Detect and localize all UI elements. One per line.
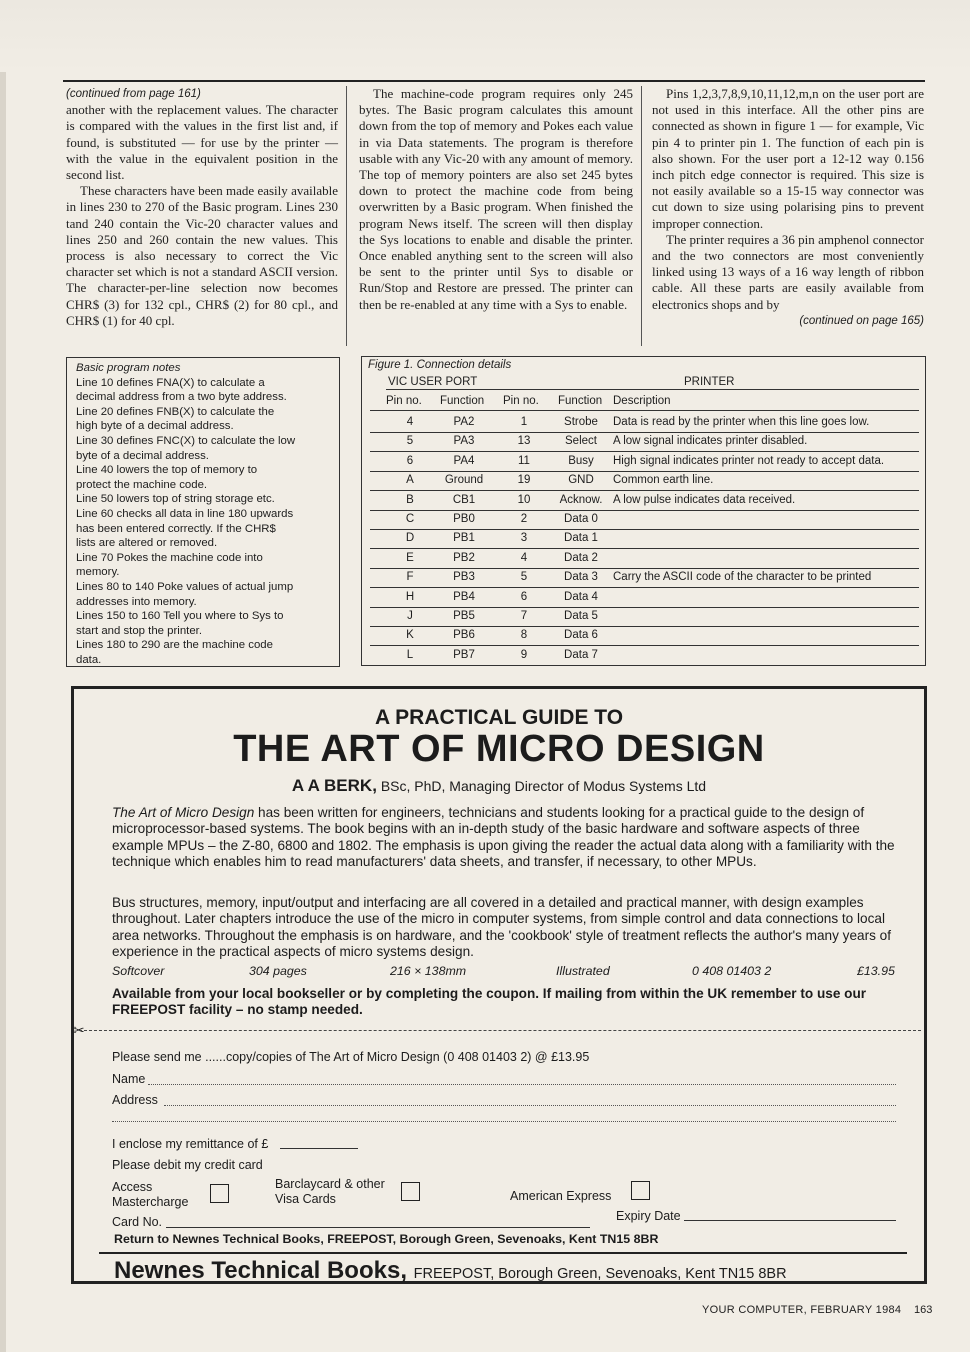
paragraph: another with the replacement values. The character is compared with the values in the first list and, if found, is substituted — for use by the printer — with the value in the equivalent position in the second list.	[66, 102, 338, 183]
header-function: Function	[440, 395, 485, 407]
ad-subtitle: A PRACTICAL GUIDE TO	[374, 706, 624, 729]
cell-func: PB3	[453, 571, 475, 584]
cell-pin: H	[405, 590, 415, 603]
availability-note: Available from your local bookseller or by completing the coupon. If mailing from within the UK remember to use our FREEPOST facility – no stamp needed.	[112, 986, 867, 1018]
access-label-line: Access	[112, 1180, 153, 1194]
cell-desc: A low pulse indicates data received.	[613, 493, 796, 506]
cell-ppin: 2	[520, 513, 528, 525]
notes-line: byte of a decimal address.	[76, 449, 209, 462]
address-label: Address	[112, 1093, 158, 1107]
notes-line: protect the machine code.	[76, 478, 208, 491]
expiry-date-field[interactable]	[684, 1220, 896, 1221]
cell-pfunc: Data 5	[564, 610, 598, 622]
cell-ppin: 5	[520, 571, 528, 584]
table-row	[362, 569, 927, 588]
cell-pin: B	[406, 493, 414, 506]
cell-pin: 5	[406, 435, 414, 448]
cell-pin: E	[406, 551, 414, 564]
cell-func: PB6	[453, 629, 475, 642]
column-divider	[641, 86, 642, 346]
table-row	[362, 589, 927, 608]
debit-label: Please debit my credit card	[112, 1158, 263, 1172]
article-column-3	[652, 86, 924, 329]
address-field-line-1[interactable]	[164, 1105, 896, 1106]
cell-func: PB0	[453, 513, 475, 525]
spec-isbn: 0 408 01403 2	[692, 964, 772, 978]
notes-line: has been entered correctly. If the CHR$	[76, 522, 276, 535]
table-row	[362, 414, 927, 433]
notes-line: start and stop the printer.	[76, 624, 203, 637]
cell-pin: C	[405, 513, 415, 525]
spec-price: £13.95	[857, 964, 895, 978]
ad-headline: THE ART OF MICRO DESIGN	[233, 728, 765, 770]
table-row	[362, 627, 927, 646]
cell-pfunc: Select	[565, 435, 597, 448]
continued-on-note: (continued on page 165)	[799, 314, 924, 327]
cell-pin: F	[406, 571, 414, 584]
expiry-date-label: Expiry Date	[616, 1209, 681, 1223]
barclaycard-label	[275, 1177, 385, 1207]
header-printer-pin-no: Pin no.	[503, 395, 539, 407]
table-row	[362, 453, 927, 472]
page-edge	[0, 0, 6, 1352]
table-row	[362, 433, 927, 452]
coupon-divider	[99, 1252, 907, 1254]
publisher-name: Newnes Technical Books,	[114, 1257, 407, 1284]
barclaycard-checkbox[interactable]	[401, 1182, 420, 1201]
notes-line: Line 30 defines FNC(X) to calculate the low	[76, 434, 296, 447]
cell-func: PA3	[453, 435, 475, 448]
notes-line: Lines 150 to 160 Tell you where to Sys to	[76, 610, 284, 623]
spec-illustrated: Illustrated	[556, 964, 610, 978]
cell-ppin: 9	[520, 648, 528, 661]
table-rule	[370, 410, 919, 411]
access-label	[112, 1180, 188, 1210]
spec-pages: 304 pages	[249, 964, 307, 978]
cell-ppin: 4	[520, 551, 528, 564]
printer-heading: PRINTER	[684, 376, 735, 388]
table-row	[362, 511, 927, 530]
notes-line: high byte of a decimal address.	[76, 420, 234, 433]
cell-desc: High signal indicates printer not ready to accept data.	[613, 454, 885, 467]
table-row	[362, 550, 927, 569]
cell-ppin: 8	[520, 629, 528, 642]
article-column-1	[66, 86, 338, 329]
notes-line: memory.	[76, 566, 120, 579]
spec-size: 216 × 138mm	[390, 964, 467, 978]
connection-details-table	[361, 356, 926, 666]
notes-line: Lines 180 to 290 are the machine code	[76, 639, 273, 652]
cell-func: PB4	[453, 590, 475, 603]
header-description: Description	[613, 395, 671, 407]
cell-pfunc: Data 0	[564, 513, 598, 525]
notes-title: Basic program notes	[76, 362, 181, 374]
barclaycard-label-line: Barclaycard & other	[275, 1177, 385, 1191]
card-number-field[interactable]	[166, 1227, 590, 1228]
cell-func: PA4	[453, 454, 475, 467]
cell-desc: A low signal indicates printer disabled.	[613, 435, 808, 448]
book-title: The Art of Micro Design	[112, 805, 255, 820]
return-address: Return to Newnes Technical Books, FREEPOST, Borough Green, Sevenoaks, Kent TN15 8BR	[114, 1232, 659, 1246]
publisher-footer	[114, 1257, 787, 1285]
cell-pfunc: Data 3	[564, 571, 598, 584]
cell-pfunc: Data 7	[564, 648, 598, 661]
cell-ppin: 10	[517, 493, 531, 506]
paragraph: These characters have been made easily available in lines 230 to 270 of the Basic program. Lines 230 tand 240 contain the Vic-20 character values and lines 250 and 260 contain the new values. This process is also necessary to correct the Vic character set which is not a standard ASCII version. The character-per-line selection now becomes CHR$ (3) for 132 cpl., CHR$ (2) for 80 cpl., and CHR$ (1) for 40 cpl.	[66, 183, 338, 328]
name-field[interactable]	[148, 1084, 896, 1085]
notes-line: Line 40 lowers the top of memory to	[76, 464, 258, 477]
cell-desc: Carry the ASCII code of the character to be printed	[613, 571, 872, 584]
article-column-2	[359, 86, 633, 313]
cell-ppin: 7	[520, 610, 528, 622]
cell-pfunc: Busy	[568, 454, 594, 467]
paragraph: The printer requires a 36 pin amphenol connector and the two connectors are most conveniently linked using 13 ways of a 16 way length of ribbon cable. All these parts are easily available from electronics shops and by	[652, 231, 924, 312]
remittance-field[interactable]	[280, 1148, 358, 1149]
cell-func: PB1	[453, 532, 475, 545]
ad-author	[74, 776, 924, 796]
cell-pin: A	[406, 474, 414, 487]
cell-pin: 4	[406, 416, 414, 428]
continued-from-note: (continued from page 161)	[66, 88, 201, 100]
table-row	[362, 530, 927, 549]
name-label: Name	[112, 1072, 146, 1086]
coupon-cut-line	[79, 1030, 921, 1031]
table-row	[362, 647, 927, 666]
cell-func: CB1	[452, 493, 476, 506]
publisher-address: FREEPOST, Borough Green, Sevenoaks, Kent TN15 8BR	[413, 1266, 787, 1282]
cell-ppin: 6	[520, 590, 528, 603]
card-no-label: Card No.	[112, 1215, 163, 1229]
cell-ppin: 1	[520, 416, 528, 428]
cell-pfunc: Strobe	[564, 416, 598, 428]
notes-line: Line 60 checks all data in line 180 upwards	[76, 507, 294, 520]
column-divider	[346, 86, 347, 346]
page-folio: YOUR COMPUTER, FEBRUARY 1984	[702, 1304, 902, 1316]
paragraph-text: has been written for engineers, technicians and students looking for a practical guide to the design of microprocessor-based systems. The book begins with an in-depth study of the basic hardware and software aspects of three example MPUs – the Z-80, 6800 and 1802. The emphasis is upon giving the reader the actual data along with a familiarity with the technique which enables him to read manufacturers' data sheets, and transfer, if necessary, to other MPUs.	[112, 805, 895, 869]
table-rule	[370, 665, 919, 666]
notes-line: decimal address from a two byte address.	[76, 391, 287, 404]
cell-desc: Data is read by the printer when this line goes low.	[613, 416, 870, 428]
notes-line: Line 50 lowers top of string storage etc.	[76, 493, 275, 506]
cell-pin: K	[406, 629, 414, 642]
header-printer-function: Function	[558, 395, 603, 407]
notes-lines	[76, 376, 333, 668]
access-checkbox[interactable]	[210, 1184, 229, 1203]
spec-binding: Softcover	[112, 964, 165, 978]
cell-pfunc: Acknow.	[559, 493, 603, 506]
notes-line: Line 20 defines FNB(X) to calculate the	[76, 405, 275, 418]
cell-pin: D	[405, 532, 415, 545]
cell-ppin: 13	[517, 435, 531, 448]
header-pin-no: Pin no.	[386, 395, 422, 407]
remittance-label: I enclose my remittance of £	[112, 1137, 269, 1151]
vic-user-port-heading: VIC USER PORT	[388, 376, 478, 388]
cell-pfunc: Data 2	[564, 551, 598, 564]
notes-line: data.	[76, 653, 102, 666]
ad-paragraph-2: Bus structures, memory, input/output and interfacing are all covered in a detailed and practical manner, with design examples throughout. Later chapters introduce the use of the micro in computer systems, from simple control and data connections to local area networks. Throughout the emphasis is on hardware, and the 'cookbook' style of treatment reflects the author's many years of experience in the practical aspects of micro systems design.	[112, 895, 892, 959]
american-express-checkbox[interactable]	[631, 1181, 650, 1200]
cell-func: PB7	[453, 648, 475, 661]
scissors-icon: ✂	[73, 1022, 85, 1038]
top-rule	[63, 80, 925, 82]
author-name: A A BERK,	[291, 776, 377, 795]
table-row	[362, 492, 927, 511]
page-number: 163	[914, 1304, 933, 1316]
paragraph: Pins 1,2,3,7,8,9,10,11,12,m,n on the user port are not used in this interface. All the other pins are connected as shown in figure 1 — for example, Vic pin 4 to printer pin 1. The function of each pin is also shown. For the user port a 12-12 way 0.156 inch pitch edge connector is required. This size is not easily available so a 15-15 way connector was cut down to size using polarising pins to prevent improper connection.	[652, 86, 924, 231]
cell-pin: J	[407, 610, 413, 622]
table-rule	[386, 389, 919, 390]
notes-line: Line 70 Pokes the machine code into	[76, 551, 263, 564]
table-row	[362, 608, 927, 627]
cell-pfunc: Data 1	[564, 532, 598, 545]
cell-ppin: 3	[520, 532, 528, 545]
ad-paragraph-1	[112, 805, 898, 870]
cell-func: PB5	[453, 610, 475, 622]
basic-program-notes-box	[66, 357, 340, 667]
cell-ppin: 19	[517, 474, 531, 487]
order-line: Please send me ......copy/copies of The Art of Micro Design (0 408 01403 2) @ £13.95	[112, 1050, 590, 1064]
cell-func: PB2	[453, 551, 475, 564]
notes-line: Lines 80 to 140 Poke values of actual jump	[76, 580, 294, 593]
cell-func: PA2	[453, 416, 475, 428]
cell-pfunc: GND	[568, 474, 594, 487]
cell-pin: L	[406, 648, 414, 661]
cell-ppin: 11	[518, 454, 530, 467]
notes-line: Line 10 defines FNA(X) to calculate a	[76, 376, 265, 389]
cell-pfunc: Data 6	[564, 629, 598, 642]
author-credentials: BSc, PhD, Managing Director of Modus Systems Ltd	[380, 778, 707, 794]
visa-label-line: Visa Cards	[275, 1192, 336, 1206]
paragraph: The machine-code program requires only 245 bytes. The Basic program calculates this amount down from the top of memory and Pokes each value in via Data statements. The program is therefore usable with any Vic-20 with any amount of memory. The top of memory pointers are also set 245 bytes down to protect the machine code from being overwritten by a Basic program. When finished the program News itself. The screen will then display the Sys locations to enable and disable the printer. Once enabled anything sent to the screen will also be sent to the printer until Sys to disable or Run/Stop and Restore are pressed. The printer can then be re-enabled at any time with a Sys to enable.	[359, 86, 633, 312]
notes-line: addresses into memory.	[76, 595, 197, 608]
cell-func: Ground	[444, 474, 484, 487]
notes-line: lists are altered or removed.	[76, 537, 218, 550]
mastercharge-label-line: Mastercharge	[112, 1195, 189, 1209]
table-row	[362, 472, 927, 491]
american-express-label: American Express	[510, 1189, 612, 1203]
cell-desc: Common earth line.	[613, 474, 714, 487]
cell-pin: 6	[406, 454, 414, 467]
cell-pfunc: Data 4	[564, 590, 598, 603]
figure-title: Figure 1. Connection details	[368, 359, 512, 371]
faded-header-band	[0, 0, 970, 72]
book-advertisement	[71, 686, 927, 1284]
address-field-line-2[interactable]	[112, 1121, 896, 1122]
